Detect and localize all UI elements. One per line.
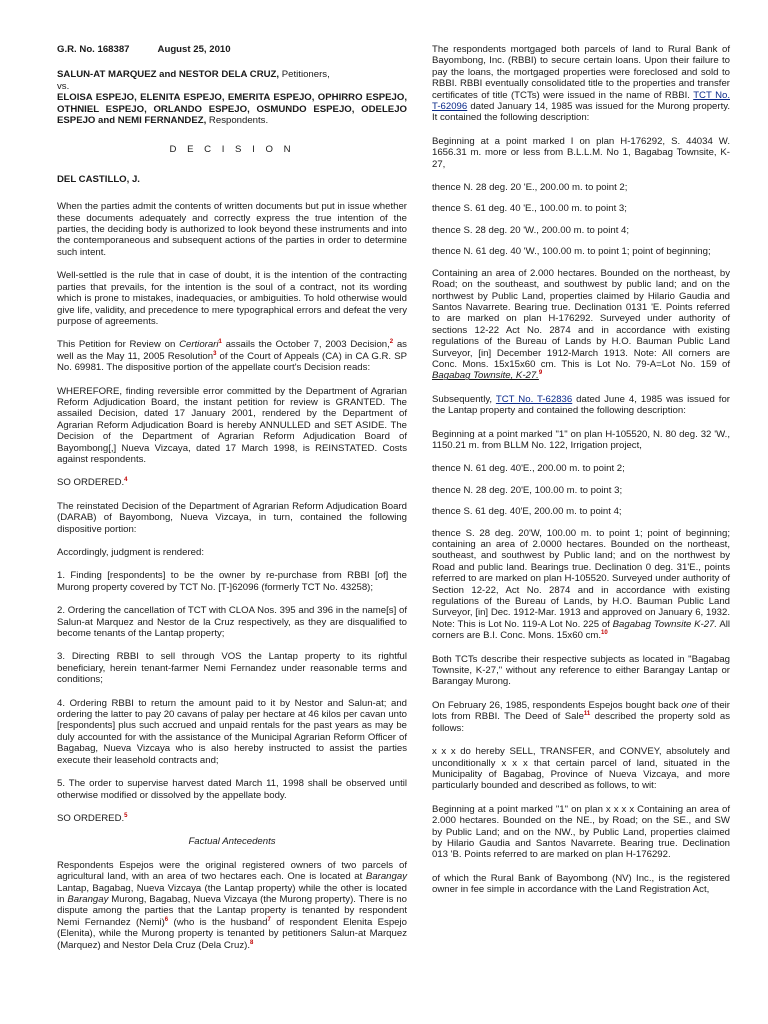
tct-link[interactable]: TCT No. T-62836 [495, 393, 573, 405]
quoted-paragraph: Beginning at a point marked "1" on plan x x x x Containing an area of 2.000 hectares. Bounded on the NE., by Road; on the SE., and SW by Public Land; and on the NW., by Public Land, properties claimed by Hilario Gaudia and Santos Navarrete. Bearing true. Declination 013 'B. Points referred to are marked on plan H-176292. [432, 803, 730, 861]
footnote-ref[interactable]: 1 [218, 339, 222, 346]
quoted-paragraph: thence N. 61 deg. 40'E., 200.00 m. to point 2; [432, 463, 625, 475]
list-item: 3. Directing RBBI to sell through VOS the Lantap property to its rightful beneficiary, herein tenant-farmer Nemi Fernandez under reasonable terms and conditions; [57, 651, 407, 686]
decision-title: D E C I S I O N [169, 144, 295, 156]
ponente: DEL CASTILLO, J. [57, 173, 140, 185]
footnote-ref[interactable]: 3 [213, 350, 217, 357]
quoted-paragraph: Containing an area of 2.000 hectares. Bounded on the northeast, by Road; on the southeast, and southwest by public land; and on the northwest by Public Land, properties claimed by Hilario Gaudia and Santos Navarrete. Bearing true. Declination 0131 'E. Points referred to are marked on plan H-176292. Surveyed under authority of sections 12-22 Act No. 2874 and in accordance with existing regulations of the Bureau of Lands by H.O. Bauman Public Land Surveyor, [in] December 1912-March 1913. Note: All corners are Conc. Mons. 15x15x60 cm. This is Lot No. 79-A=Lot No. 159 of Bagabag Townsite, K-27.$^9$ [432, 267, 730, 382]
quoted-paragraph: of which the Rural Bank of Bayombong (NV) Inc., is the registered owner in fee simple in accordance with the Land Registration Act, [432, 872, 730, 896]
list-item: 2. Ordering the cancellation of TCT with CLOA Nos. 395 and 396 in the name[s] of Salun-at Marquez and Nestor de la Cruz respectively, as they are disqualified to become tenants of the Lantap property; [57, 605, 407, 640]
paragraph: The respondents mortgaged both parcels of land to Rural Bank of Bayombong, Inc. (RBBI) to secure certain loans. Upon their failure to pay the loans, the mortgaged properties were foreclosed and sold to RBBI. RBBI eventually consolidated title to the properties and transfer certificates of title (TCTs) were issued in the name of RBBI. TCT No. T-62096 dated January 14, 1985 was issued for the Murong property. It contained the following description: [432, 44, 730, 124]
footnote-ref[interactable]: 10 [601, 630, 608, 637]
quoted-paragraph: SO ORDERED.$^5$ [57, 812, 128, 824]
respondents-names: ELOISA ESPEJO, ELENITA ESPEJO, EMERITA ESPEJO, OPHIRRO ESPEJO, OTHNIEL ESPEJO, ORLANDO ESPEJO, OSMUNDO ESPEJO, ODELEJO ESPEJO and NEMI FERNANDEZ, [57, 92, 407, 127]
paragraph: Subsequently, TCT No. T-62836 dated June 4, 1985 was issued for the Lantap property and contained the following description: [432, 393, 730, 417]
quoted-paragraph: Beginning at a point marked "1" on plan H-105520, N. 80 deg. 32 'W., 1150.21 m. from BLLM No. 122, Irrigation project, [432, 428, 730, 451]
paragraph: Respondents Espejos were the original registered owners of two parcels of agricultural land, with an area of two hectares each. One is located at Barangay Lantap, Bagabag, Nueva Vizcaya (the Lantap property) while the other is located in Barangay Murong, Bagabag, Nueva Vizcaya (the Murong property). There is no dispute among the parties that the Lantap property is tenanted by respondent Nemi Fernandez (Nemi)$^6$ (who is the husband$^7$ of respondent Elenita Espejo (Elenita), while the Murong property is tenanted by petitioners Salun-at Marquez (Marquez) and Nestor Dela Cruz (Dela Cruz).$^8$ [57, 859, 407, 951]
quoted-paragraph: thence N. 28 deg. 20 'E., 200.00 m. to point 2; [432, 182, 628, 194]
quoted-paragraph: thence N. 61 deg. 40 'W., 100.00 m. to point 1; point of beginning; [432, 246, 711, 258]
footnote-ref[interactable]: 8 [250, 939, 254, 946]
left-column [57, 44, 407, 963]
quoted-paragraph: SO ORDERED.$^4$ [57, 477, 128, 489]
list-item: 5. The order to supervise harvest dated March 11, 1998 shall be observed until otherwise modified or dissolved by the appellate body. [57, 778, 407, 801]
paragraph: On February 26, 1985, respondents Espejos bought back one of their lots from RBBI. The Deed of Sale$^{11}$ described the property sold as follows: [432, 699, 730, 734]
decision-date: August 25, 2010 [157, 44, 231, 55]
quoted-paragraph: WHEREFORE, finding reversible error committed by the Department of Agrarian Reform Adjudication Board, the instant petition for review is GRANTED. The assailed Decision, dated 17 January 2001, rendered by the Department of Agrarian Reform Adjudication Board is hereby ANNULLED and SET ASIDE. The Decision of the Department of Agrarian Reform Adjudication Board of Bayombong[,] Nueva Vizcaya, dated 17 March 1998, is REINSTATED. Costs against respondents. [57, 385, 407, 465]
paragraph: Both TCTs describe their respective subjects as located in "Bagabag Townsite, K-27," without any reference to either Barangay Lantap or Barangay Murong. [432, 653, 730, 688]
versus-label: vs. [57, 80, 70, 92]
paragraph: Well-settled is the rule that in case of doubt, it is the intention of the contracting parties that prevails, for the intention is the soul of a contract, not its wording which is prone to mistakes, inadequacies, or ambiguities. To hold otherwise would give life, validity, and precedence to mere typographical errors and defeat the very purpose of agreements. [57, 270, 407, 327]
footnote-ref[interactable]: 2 [389, 339, 394, 346]
gr-number: G.R. No. 168387 [57, 44, 130, 55]
quoted-paragraph: thence N. 28 deg. 20'E, 100.00 m. to point 3; [432, 484, 623, 496]
petitioners-block [57, 69, 407, 126]
case-header [57, 44, 407, 55]
quoted-paragraph: thence S. 28 deg. 20 'W., 200.00 m. to point 4; [432, 224, 630, 236]
quoted-paragraph: x x x do hereby SELL, TRANSFER, and CONVEY, absolutely and unconditionally x x x that certain parcel of land, situated in the Municipality of Bagabag, Province of Nueva Vizcaya, and more particularly bounded and described as follows, to wit: [432, 746, 730, 792]
footnote-ref[interactable]: 5 [124, 812, 128, 819]
footnote-ref[interactable]: 9 [538, 370, 543, 377]
quoted-paragraph: thence S. 61 deg. 40'E, 200.00 m. to point 4; [432, 506, 622, 518]
footnote-ref[interactable]: 4 [124, 477, 128, 484]
footnote-ref[interactable]: 6 [164, 916, 169, 923]
respondents-role: Respondents. [206, 115, 269, 127]
section-heading: Factual Antecedents [188, 836, 276, 848]
list-item: 1. Finding [respondents] to be the owner by re-purchase from RBBI [of] the Murong property covered by TCT No. [T-]62096 (formerly TCT No. 43258); [57, 570, 407, 593]
tct-link[interactable]: TCT No. T-62096 [432, 89, 730, 113]
petitioners-role: Petitioners, [279, 69, 330, 81]
petitioners-names: SALUN-AT MARQUEZ and NESTOR DELA CRUZ, [57, 69, 280, 81]
quoted-paragraph: thence S. 28 deg. 20'W, 100.00 m. to point 1; point of beginning; containing an area of 2.0000 hectares. Bounded on the northeast, southeast, and southwest by Public land; and on the northwest by Road and public land. Bearings true. Declination 0 deg. 31'E., points referred to are marked on plan H-105520. Surveyed under authority of Section 12-22, Act No. 2874 and in accordance with existing regulations of the Bureau of Lands, by H.O. Bauman Public Land Surveyor, [in] Dec. 1912-Mar. 1913 and approved on January 6, 1932. Note: This is Lot No. 119-A Lot No. 225 of Bagabag Townsite K-27. All corners are B.I. Conc. Mons. 15x60 cm.$^{10}$ [432, 527, 730, 642]
paragraph: The reinstated Decision of the Department of Agrarian Reform Adjudication Board (DARAB) of Bayombong, Nueva Vizcaya, in turn, contained the following dispositive portion: [57, 500, 407, 535]
quoted-paragraph: Accordingly, judgment is rendered: [57, 547, 205, 558]
right-column [432, 44, 730, 908]
quoted-paragraph: Beginning at a point marked I on plan H-176292, S. 44034 W. 1656.31 m. more or less from B.L.L.M. No 1, Bagabag Townsite, K-27, [432, 135, 730, 170]
list-item: 4. Ordering RBBI to return the amount paid to it by Nestor and Salun-at; and ordering the latter to pay 20 cavans of palay per hectare at 46 kilos per cavan unto [respondents] plus such accrued and unpaid rentals for the past years as may be duly accounted for with the assistance of the Municipal Agrarian Reform Officer of Bagabag, Nueva Vizcaya who is also hereby instructed to assist the parties execute their leasehold contracts and; [57, 697, 407, 766]
footnote-ref[interactable]: 7 [267, 916, 271, 923]
footnote-ref[interactable]: 11 [583, 711, 591, 718]
quoted-paragraph: thence S. 61 deg. 40 'E., 100.00 m. to point 3; [432, 203, 627, 215]
paragraph: This Petition for Review on Certiorari$^1$ assails the October 7, 2003 Decision,$^2$ as well as the May 11, 2005 Resolution$^3$ of the Court of Appeals (CA) in CA G.R. SP No. 69981. The dispositive portion of the appellate court's Decision reads: [57, 339, 407, 374]
paragraph: When the parties admit the contents of written documents but put in issue whether these documents adequately and correctly express the true intention of the parties, the deciding body is authorized to look beyond these instruments and into the contemporaneous and subsequent actions of the parties in order to determine such intent. [57, 201, 407, 258]
